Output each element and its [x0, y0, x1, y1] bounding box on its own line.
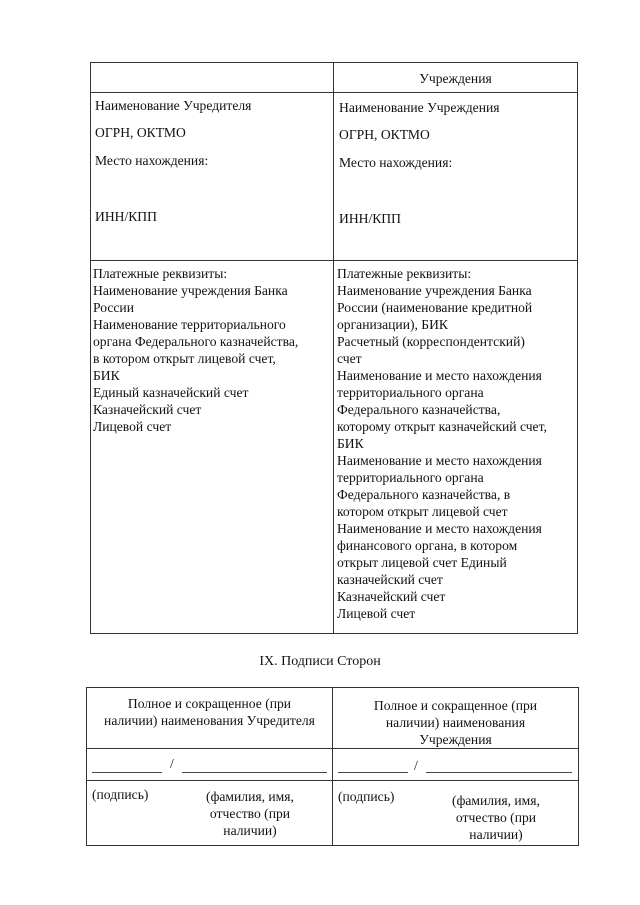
payment-line: Лицевой счет [93, 419, 172, 434]
founder-name-line [182, 772, 327, 773]
institution-signature-slash: / [414, 758, 418, 773]
founder-fio-label [190, 788, 310, 839]
institution-inn-label: ИНН/КПП [339, 211, 401, 226]
fio-line: наличии) [223, 823, 277, 838]
payment-line: организации), БИК [337, 317, 448, 332]
payment-line: России (наименование кредитной [337, 300, 533, 315]
payment-line: Наименование территориального [93, 317, 286, 332]
payment-line: территориального органа [337, 470, 484, 485]
payment-line: БИК [337, 436, 364, 451]
payment-line: финансового органа, в котором [337, 538, 518, 553]
payment-line: Расчетный (корреспондентский) [337, 334, 525, 349]
founder-location-label: Место нахождения: [95, 153, 209, 168]
payment-line: котором открыт лицевой счет [337, 504, 508, 519]
founder-inn-label: ИНН/КПП [95, 209, 157, 224]
founder-ogrn-label: ОГРН, ОКТМО [95, 125, 186, 140]
payment-line: органа Федерального казначейства, [93, 334, 299, 349]
institution-name-line [426, 772, 572, 773]
header-line: Полное и сокращенное (при [127, 696, 292, 711]
payment-line: Наименование учреждения Банка [93, 283, 288, 298]
payment-line: Наименование и место нахождения [337, 368, 542, 383]
payment-line: открыт лицевой счет Единый [337, 555, 507, 570]
payment-line: Платежные реквизиты: [93, 266, 228, 281]
payment-line: которому открыт казначейский счет, [337, 419, 547, 434]
payment-line: казначейский счет [337, 572, 443, 587]
fio-line: (фамилия, имя, [452, 793, 540, 808]
payment-line: Федерального казначейства, [337, 402, 501, 417]
header-line: наличии) наименования Учредителя [104, 713, 315, 728]
founder-name-label: Наименование Учредителя [95, 98, 252, 113]
header-line: Учреждения [419, 732, 492, 747]
fio-line: отчество (при [455, 810, 537, 825]
founder-signature-line [92, 772, 162, 773]
payment-line: Лицевой счет [337, 606, 416, 621]
institution-name-label: Наименование Учреждения [339, 100, 500, 115]
payment-line: территориального органа [337, 385, 484, 400]
payment-line: Казначейский счет [337, 589, 446, 604]
payment-line: Наименование и место нахождения [337, 453, 542, 468]
header-line: Полное и сокращенное (при [373, 698, 538, 713]
payment-line: России [93, 300, 134, 315]
institution-full-name-header [333, 697, 578, 748]
fio-line: (фамилия, имя, [206, 789, 294, 804]
fio-line: отчество (при [209, 806, 291, 821]
payment-line: Казначейский счет [93, 402, 202, 417]
founder-signature-slash: / [170, 756, 174, 771]
institution-signature-label: (подпись) [338, 789, 395, 804]
fio-line: наличии) [469, 827, 523, 842]
institution-fio-label [436, 792, 556, 843]
header-line: наличии) наименования [385, 715, 526, 730]
payment-line: Наименование учреждения Банка [337, 283, 532, 298]
institution-ogrn-label: ОГРН, ОКТМО [339, 127, 430, 142]
payment-line: Наименование и место нахождения [337, 521, 542, 536]
institution-location-label: Место нахождения: [339, 155, 453, 170]
section-title: IX. Подписи Сторон [259, 654, 381, 669]
founder-full-name-header [87, 695, 332, 729]
founder-signature-label: (подпись) [92, 787, 149, 802]
payment-line: счет [337, 351, 362, 366]
payment-line: Платежные реквизиты: [337, 266, 472, 281]
payment-line: Единый казначейский счет [93, 385, 249, 400]
payment-line: Федерального казначейства, в [337, 487, 511, 502]
founder-payment-details [93, 265, 298, 435]
institution-payment-details [337, 265, 547, 622]
payment-line: БИК [93, 368, 120, 383]
header-uchrezhdeniya: Учреждения [419, 71, 492, 86]
payment-line: в котором открыт лицевой счет, [93, 351, 276, 366]
institution-signature-line [338, 772, 408, 773]
